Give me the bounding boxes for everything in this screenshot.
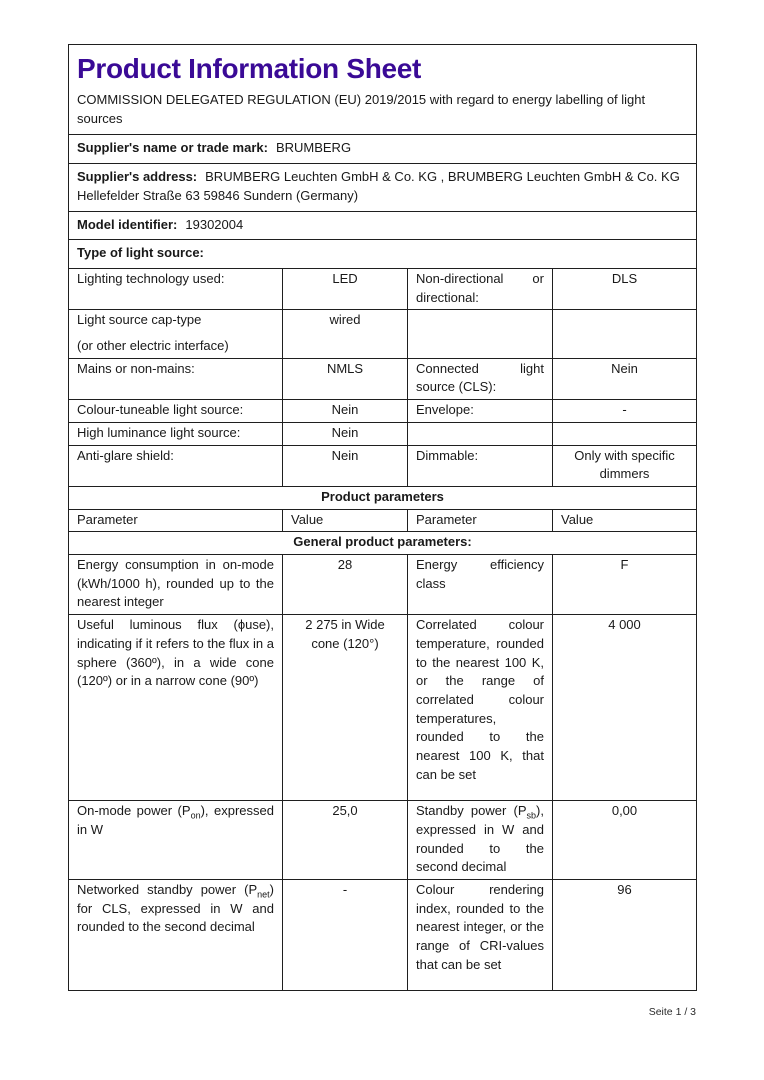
param-cell: Envelope: (408, 400, 553, 423)
value-cell: wired (283, 310, 408, 358)
param-cell: Lighting technology used: (69, 268, 283, 309)
table-row-high-luminance (69, 422, 697, 445)
table-row-anti-glare (69, 445, 697, 486)
supplier-name-cell (69, 135, 697, 164)
value-cell: 4 000 (553, 615, 697, 801)
model-identifier-value: 19302004 (185, 216, 244, 232)
value-cell: Nein (553, 358, 697, 399)
param-cell: High luminance light source: (69, 422, 283, 445)
column-header-parameter: Parameter (69, 509, 283, 532)
param-cell: On-mode power $(P_{on})$, expressed in W (69, 801, 283, 880)
document-page (68, 44, 696, 991)
value-cell: - (283, 879, 408, 990)
param-cell: Correlated colour temperature, rounded to the nearest 100 K, or the range of correlated colour temperatures, rounded to the nearest 100 K, that can be set (408, 615, 553, 801)
table-row-networked-standby (69, 879, 697, 990)
title-row (69, 45, 697, 135)
general-parameters-header-row (69, 532, 697, 555)
table-row-mains (69, 358, 697, 399)
value-cell: 96 (553, 879, 697, 990)
type-of-light-source-label: Type of light source: (77, 245, 204, 261)
table-row-cap-type (69, 310, 697, 358)
model-identifier-label: Model identifier: (77, 216, 178, 232)
table-row-lighting-technology (69, 268, 697, 309)
param-cell: Colour-tuneable light source: (69, 400, 283, 423)
page-title: Product Information Sheet (77, 53, 422, 84)
column-header-row (69, 509, 697, 532)
value-cell: 25,0 (283, 801, 408, 880)
param-cell: Connected light source (CLS): (408, 358, 553, 399)
param-cell: Useful luminous flux (ϕuse), indicating if it refers to the flux in a sphere (360º), in a wide cone (120º) or in a narrow cone (90º) (69, 615, 283, 801)
dimmable-value: Only with specific dimmers (574, 447, 675, 482)
param-cell: Networked standby power $(P_{net})$ for CLS, expressed in W and rounded to the second decimal (69, 879, 283, 990)
value-cell: LED (283, 268, 408, 309)
flux-value: 2 275 in Wide cone (120°) (305, 617, 385, 651)
subscript-net: net (257, 889, 270, 900)
value-cell (553, 445, 697, 486)
supplier-name-value: BRUMBERG (275, 140, 352, 156)
model-identifier-cell (69, 211, 697, 240)
param-cell: Non-directional or directional: (408, 268, 553, 309)
value-cell (553, 422, 697, 445)
column-header-value: Value (553, 509, 697, 532)
value-cell (553, 310, 697, 358)
param-cell: Anti-glare shield: (69, 445, 283, 486)
table-row-luminous-flux (69, 615, 697, 801)
table-row-colour-tuneable (69, 400, 697, 423)
cap-type-line1: Light source cap-type (77, 312, 202, 328)
supplier-address-label: Supplier's address: (77, 169, 198, 185)
param-cell: Energy consumption in on-mode (kWh/1000 h), rounded up to the nearest integer (69, 555, 283, 615)
supplier-name-row (69, 135, 697, 164)
value-cell (283, 615, 408, 801)
value-cell: Nein (283, 400, 408, 423)
value-cell: Nein (283, 422, 408, 445)
page-number: Seite 1 / 3 (648, 1006, 696, 1018)
param-cell: Colour rendering index, rounded to the nearest integer, or the range of CRI-values that can be set (408, 879, 553, 990)
param-cell (69, 310, 283, 358)
value-cell: - (553, 400, 697, 423)
product-info-table (68, 44, 697, 991)
param-cell (408, 422, 553, 445)
supplier-address-cell (69, 164, 697, 211)
value-cell: Nein (283, 445, 408, 486)
param-cell: Standby power $(P_{sb})$, expressed in W and rounded to the second decimal (408, 801, 553, 880)
title-cell (69, 45, 697, 135)
table-row-energy-consumption (69, 555, 697, 615)
param-cell: Mains or non-mains: (69, 358, 283, 399)
regulation-subtitle: COMMISSION DELEGATED REGULATION (EU) 2019/2015 with regard to energy labelling of light sources (77, 92, 646, 126)
type-of-light-source-row (69, 240, 697, 269)
table-row-on-mode-power (69, 801, 697, 880)
product-parameters-header-row (69, 486, 697, 509)
product-parameters-header: Product parameters (69, 486, 697, 509)
value-cell: DLS (553, 268, 697, 309)
value-cell: 0,00 (553, 801, 697, 880)
value-cell: F (553, 555, 697, 615)
general-parameters-header: General product parameters: (69, 532, 697, 555)
cap-type-line2: (or other electric interface) (77, 338, 229, 354)
subscript-on: on (190, 810, 201, 821)
column-header-value: Value (283, 509, 408, 532)
param-cell: Energy efficiency class (408, 555, 553, 615)
supplier-address-value: BRUMBERG Leuchten GmbH & Co. KG , BRUMBERG Leuchten GmbH & Co. KG Hellefelder Straße 63 59846 Sundern (Germany) (77, 169, 680, 203)
supplier-name-label: Supplier's name or trade mark: (77, 140, 268, 156)
param-cell: Dimmable: (408, 445, 553, 486)
supplier-address-row (69, 164, 697, 211)
type-of-light-source-cell (69, 240, 697, 269)
param-cell (408, 310, 553, 358)
model-identifier-row (69, 211, 697, 240)
subscript-sb: sb (526, 810, 537, 821)
value-cell: 28 (283, 555, 408, 615)
column-header-parameter: Parameter (408, 509, 553, 532)
value-cell: NMLS (283, 358, 408, 399)
